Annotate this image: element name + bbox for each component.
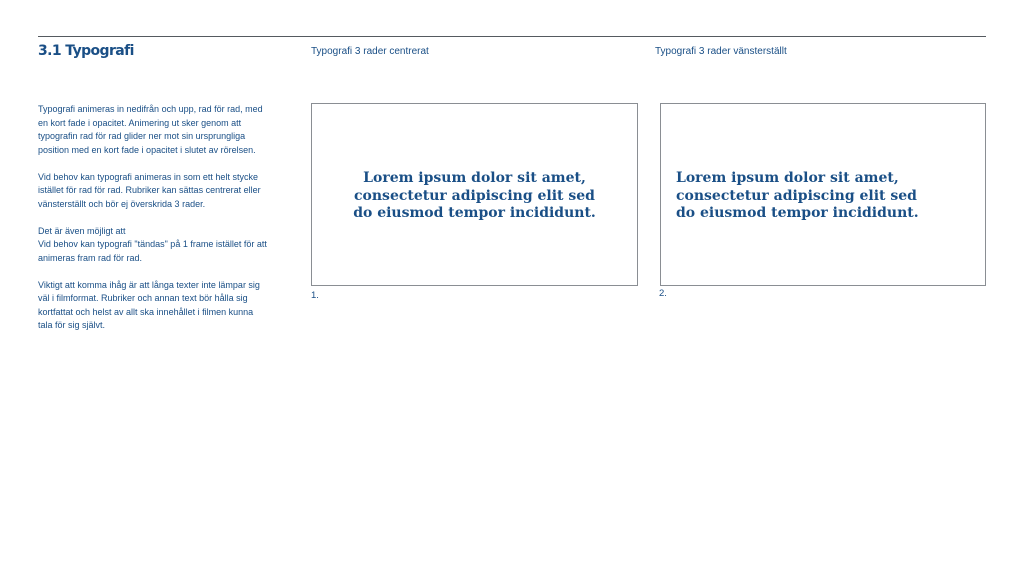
frame-number-2: 2. (659, 288, 667, 299)
centered-column-label: Typografi 3 rader centrerat (311, 46, 429, 57)
left-aligned-column-label: Typografi 3 rader vänsterställt (655, 46, 787, 57)
headline-line: do eiusmod tempor incididunt. (676, 205, 919, 221)
top-divider (38, 36, 986, 37)
page-title: 3.1 Typografi (38, 43, 134, 59)
headline-line: do eiusmod tempor incididunt. (353, 205, 596, 221)
example-frame-left-aligned (660, 103, 986, 286)
headline-line: Lorem ipsum dolor sit amet, (676, 170, 899, 186)
paragraph-whole-block: Vid behov kan typografi animeras in som ett helt stycke istället för rad för rad. Rubriker kan sättas centrerat eller vänsterställt och bör ej överskrida 3 rader. (38, 171, 261, 209)
frame-number-1: 1. (311, 290, 319, 301)
example-frame-centered (311, 103, 638, 286)
headline-line: consectetur adipiscing elit sed (354, 187, 595, 204)
paragraph-also-possible: Det är även möjligt att (38, 225, 126, 236)
headline-line: Lorem ipsum dolor sit amet, (363, 170, 586, 186)
paragraph-keep-short: Viktigt att komma ihåg är att långa texter inte lämpar sig väl i filmformat. Rubriker och annan text bör hålla sig kortfattat och helst av allt ska innehållet i filmen kunna tala för sig självt. (38, 279, 260, 330)
centered-headline (312, 170, 637, 223)
description-text (38, 103, 270, 346)
left-aligned-headline (676, 170, 919, 223)
headline-line: consectetur adipiscing elit sed (676, 187, 917, 204)
paragraph-animation-in-out: Typografi animeras in nedifrån och upp, rad för rad, med en kort fade i opacitet. Animering ut sker genom att typografin rad för rad glider ner mot sin ursprungliga position med en kort fade i opacitet i slutet av rörelsen. (38, 104, 263, 155)
paragraph-light-up: Vid behov kan typografi "tändas" på 1 frame istället för att animeras fram rad för rad. (38, 239, 267, 263)
